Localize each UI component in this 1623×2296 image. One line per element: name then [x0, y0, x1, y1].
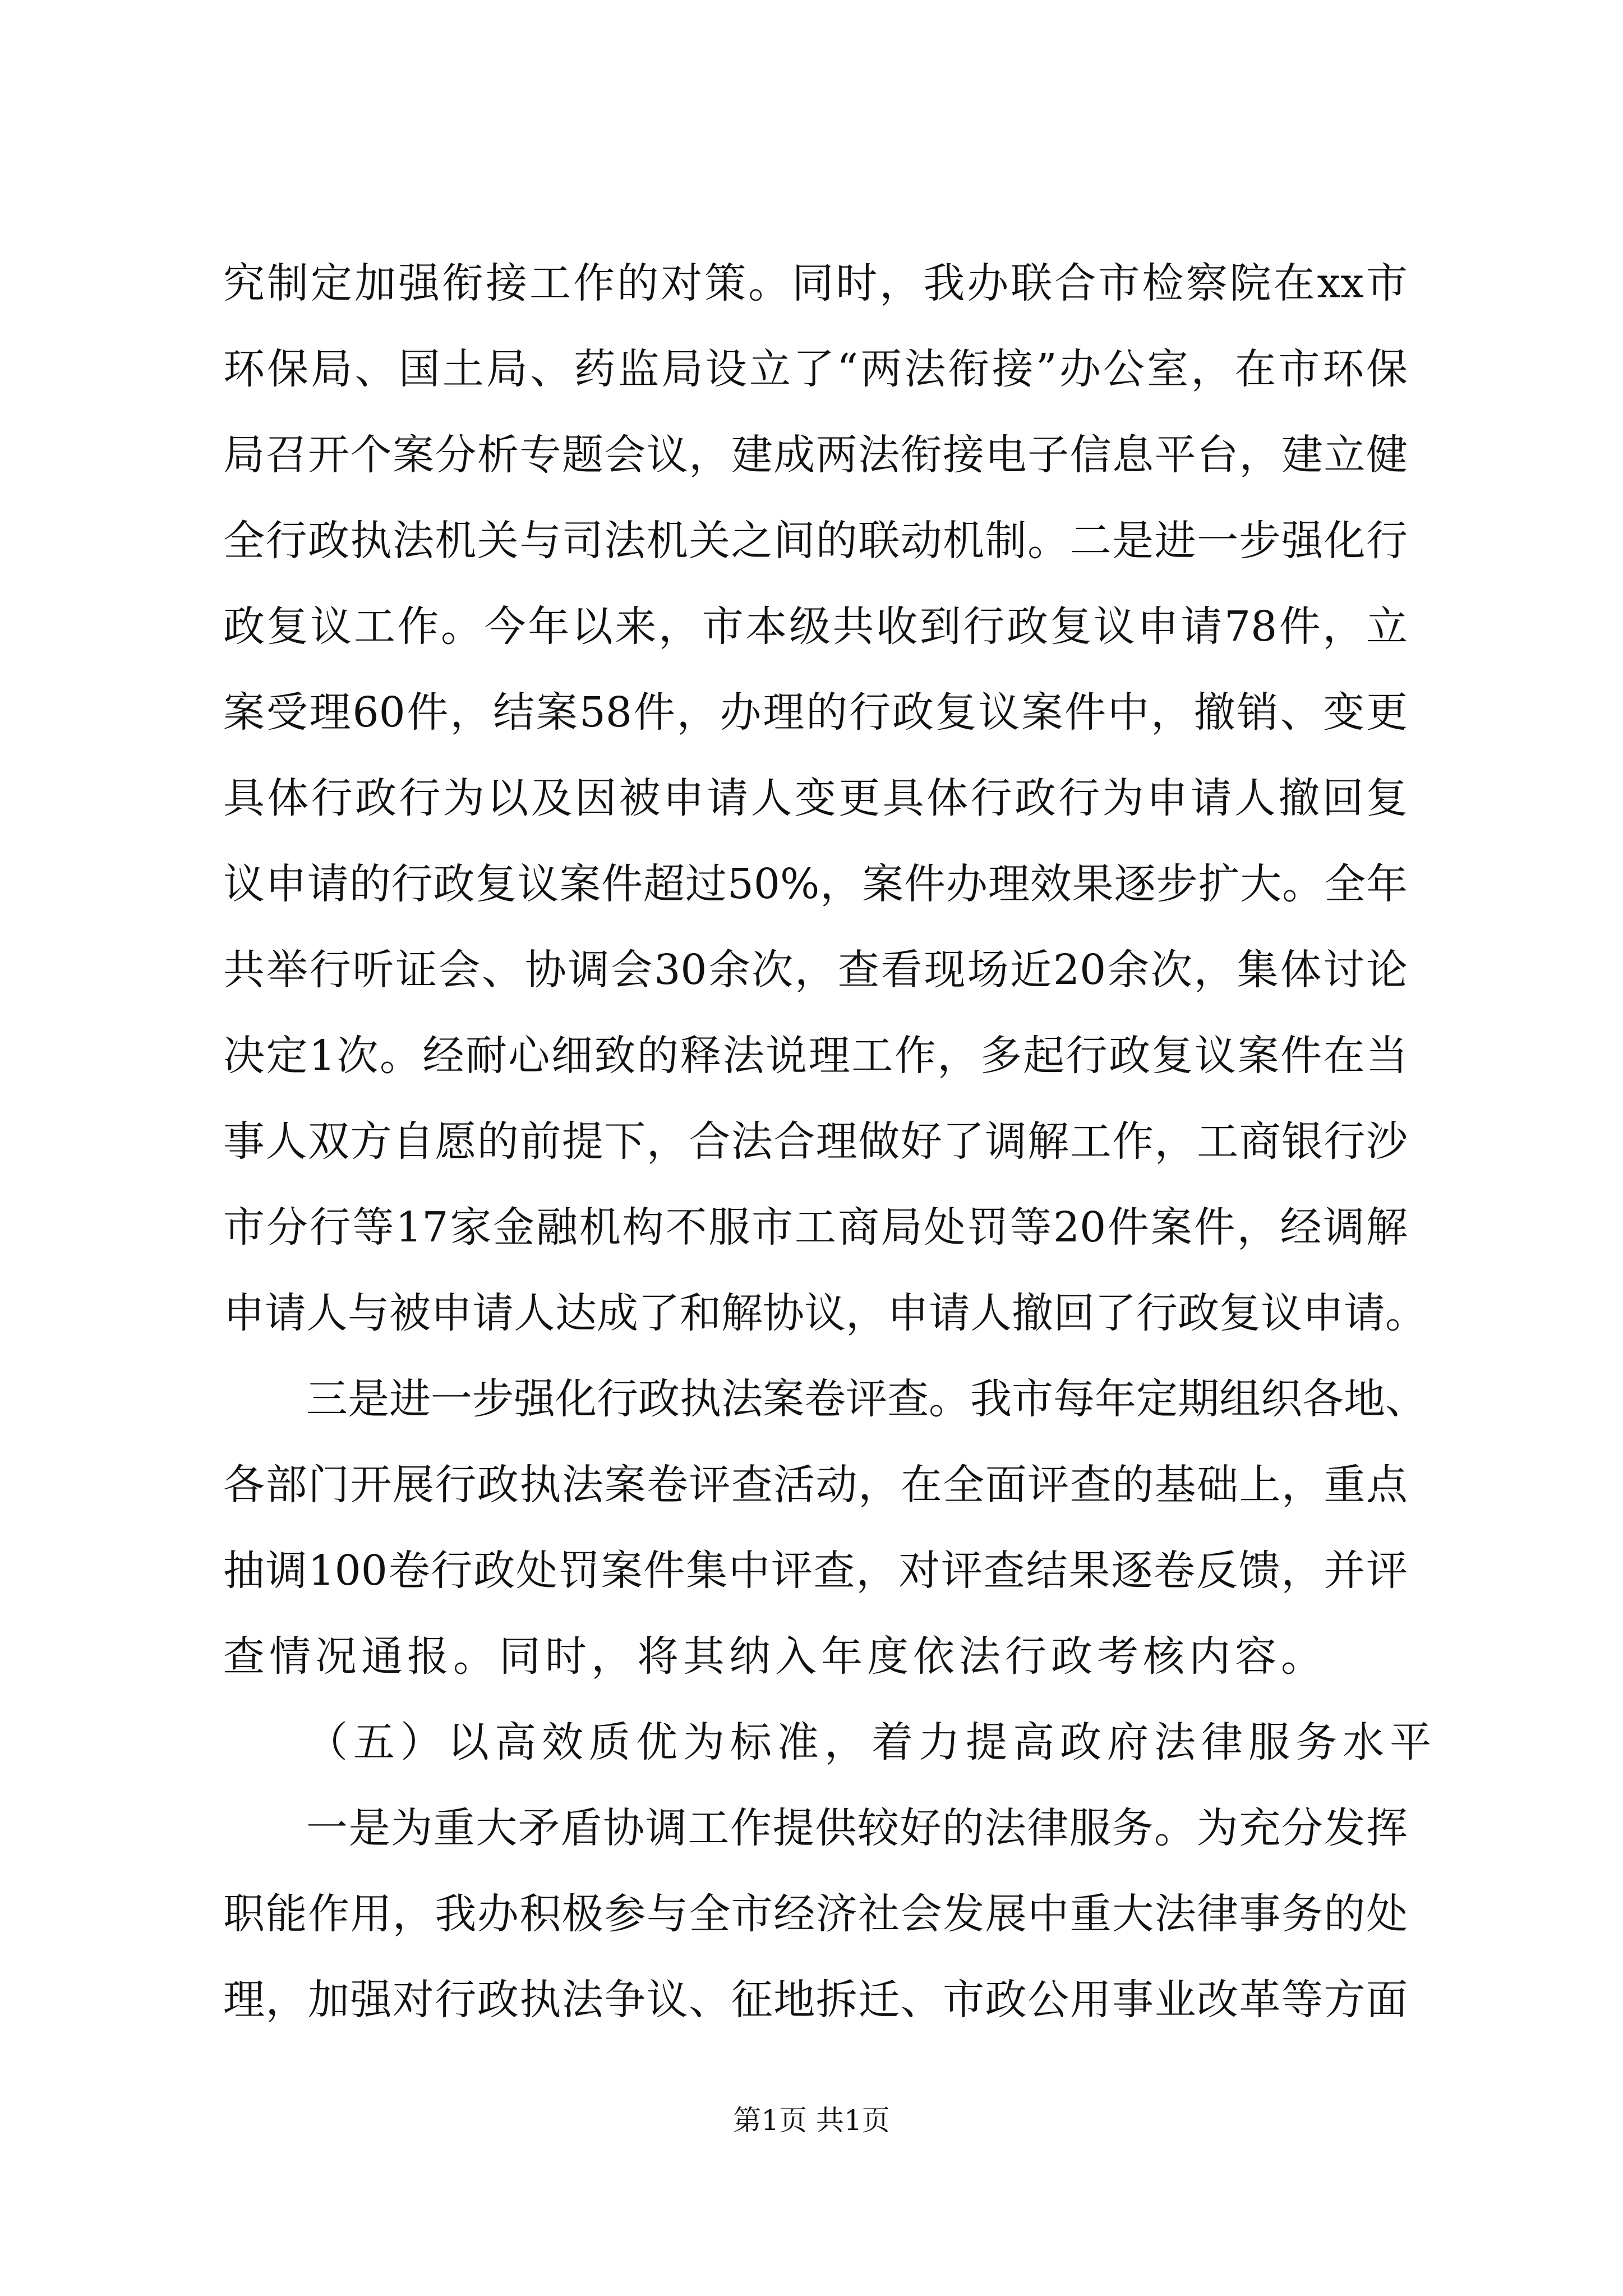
text-line: 决定1次。经耐心细致的释法说理工作，多起行政复议案件在当 [223, 1032, 1408, 1080]
text-line: 共举行听证会、协调会30余次，查看现场近20余次，集体讨论 [223, 946, 1408, 994]
text-line: 局召开个案分析专题会议，建成两法衔接电子信息平台，建立健 [223, 431, 1408, 479]
text-line: 抽调100卷行政处罚案件集中评查，对评查结果逐卷反馈，并评 [223, 1547, 1408, 1595]
text-line: 全行政执法机关与司法机关之间的联动机制。二是进一步强化行 [223, 517, 1408, 565]
paragraph-first-line: 一是为重大矛盾协调工作提供较好的法律服务。为充分发挥 [306, 1804, 1408, 1852]
text-line: 环保局、国土局、药监局设立了“两法衔接”办公室，在市环保 [223, 345, 1408, 393]
text-line: 事人双方自愿的前提下，合法合理做好了调解工作，工商银行沙 [223, 1117, 1408, 1166]
text-line: 理，加强对行政执法争议、征地拆迁、市政公用事业改革等方面 [223, 1976, 1408, 2024]
text-line: 案受理60件，结案58件，办理的行政复议案件中，撤销、变更 [223, 688, 1408, 737]
text-line: 查情况通报。同时，将其纳入年度依法行政考核内容。 [223, 1632, 1327, 1681]
text-line: 职能作用，我办积极参与全市经济社会发展中重大法律事务的处 [223, 1890, 1408, 1938]
text-line: 具体行政行为以及因被申请人变更具体行政行为申请人撤回复 [223, 774, 1408, 822]
text-line: 市分行等17家金融机构不服市工商局处罚等20件案件，经调解 [223, 1203, 1408, 1251]
paragraph-first-line: 三是进一步强化行政执法案卷评查。我市每年定期组织各地、 [306, 1375, 1427, 1423]
text-line: 政复议工作。今年以来，市本级共收到行政复议申请78件，立 [223, 602, 1408, 651]
text-line: 究制定加强衔接工作的对策。同时，我办联合市检察院在xx市 [223, 259, 1408, 307]
text-line: 各部门开展行政执法案卷评查活动，在全面评查的基础上，重点 [223, 1461, 1408, 1509]
section-heading: （五）以高效质优为标准，着力提高政府法律服务水平 [306, 1718, 1437, 1766]
text-line: 申请人与被申请人达成了和解协议，申请人撤回了行政复议申请。 [223, 1289, 1427, 1337]
text-line: 议申请的行政复议案件超过50%，案件办理效果逐步扩大。全年 [223, 860, 1408, 908]
page-footer: 第1页 共1页 [733, 2104, 890, 2137]
